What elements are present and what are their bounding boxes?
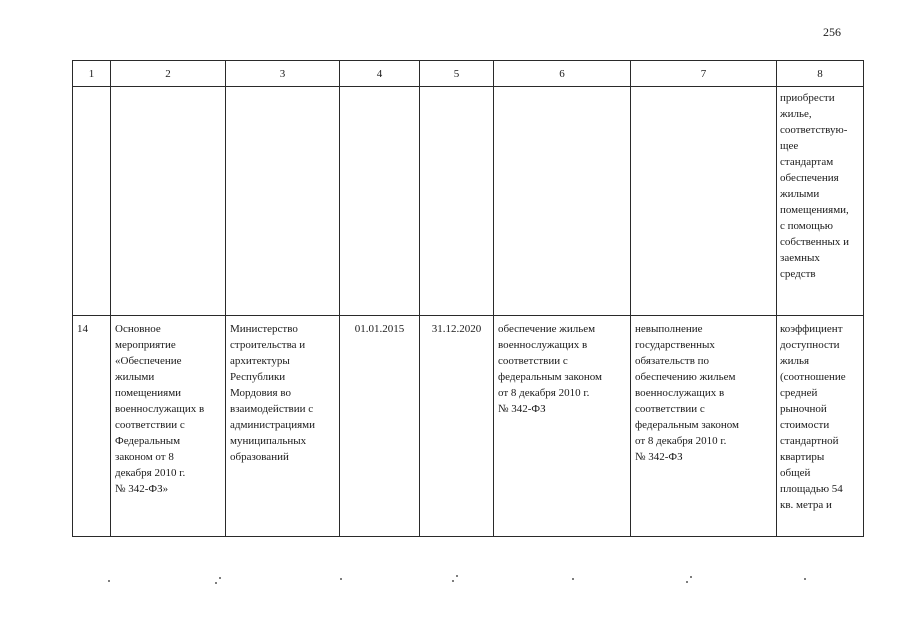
header-col-2: 2 <box>111 61 226 87</box>
table-row-14 <box>73 316 864 537</box>
scan-artifact <box>452 580 454 582</box>
continuation-row <box>73 87 864 316</box>
scan-artifact <box>690 576 692 578</box>
start-date-cell: 01.01.2015 <box>340 316 420 537</box>
scan-artifact <box>219 577 221 579</box>
consequences-cell: невыполнение государственных обязательств по обеспечению жильем военнослужащих в соответствии с федеральным законом от 8 декабря 2010 г. № 342-ФЗ <box>631 316 777 537</box>
expected-result-cell: обеспечение жильем военнослужащих в соответствии с федеральным законом от 8 декабря 2010 г. № 342-ФЗ <box>494 316 631 537</box>
scan-artifact <box>108 580 110 582</box>
header-col-7: 7 <box>631 61 777 87</box>
header-col-1: 1 <box>73 61 111 87</box>
continuation-cell-5 <box>420 87 494 316</box>
scan-artifact <box>340 578 342 580</box>
event-name-cell: Основное мероприятие «Обеспечение жилыми помещениями военнослужащих в соответствии с Федеральным законом от 8 декабря 2010 г. № 342-ФЗ» <box>111 316 226 537</box>
executor-cell: Министерство строительства и архитектуры Республики Мордовия во взаимодействии с администрациями муниципальных образований <box>226 316 340 537</box>
program-events-table <box>72 60 864 537</box>
continuation-indicator-cell: приобрести жилье, соответствую- щее стандартам обеспечения жилыми помещениями, с помощью собственных и заемных средств <box>777 87 864 316</box>
continuation-cell-7 <box>631 87 777 316</box>
header-col-3: 3 <box>226 61 340 87</box>
header-col-5: 5 <box>420 61 494 87</box>
header-row <box>73 61 864 87</box>
continuation-cell-2 <box>111 87 226 316</box>
scan-artifact <box>572 578 574 580</box>
continuation-cell-3 <box>226 87 340 316</box>
scan-artifact <box>456 575 458 577</box>
indicator-cell: коэффициент доступности жилья (соотношение средней рыночной стоимости стандартной квартиры общей площадью 54 кв. метра и <box>777 316 864 537</box>
header-col-8: 8 <box>777 61 864 87</box>
continuation-cell-4 <box>340 87 420 316</box>
header-col-4: 4 <box>340 61 420 87</box>
end-date-cell: 31.12.2020 <box>420 316 494 537</box>
scan-artifact <box>215 582 217 584</box>
continuation-cell-6 <box>494 87 631 316</box>
continuation-cell-1 <box>73 87 111 316</box>
scan-artifact <box>686 581 688 583</box>
page-number: 256 <box>823 25 841 39</box>
scan-artifact <box>804 578 806 580</box>
header-col-6: 6 <box>494 61 631 87</box>
row-number-cell: 14 <box>73 316 111 537</box>
